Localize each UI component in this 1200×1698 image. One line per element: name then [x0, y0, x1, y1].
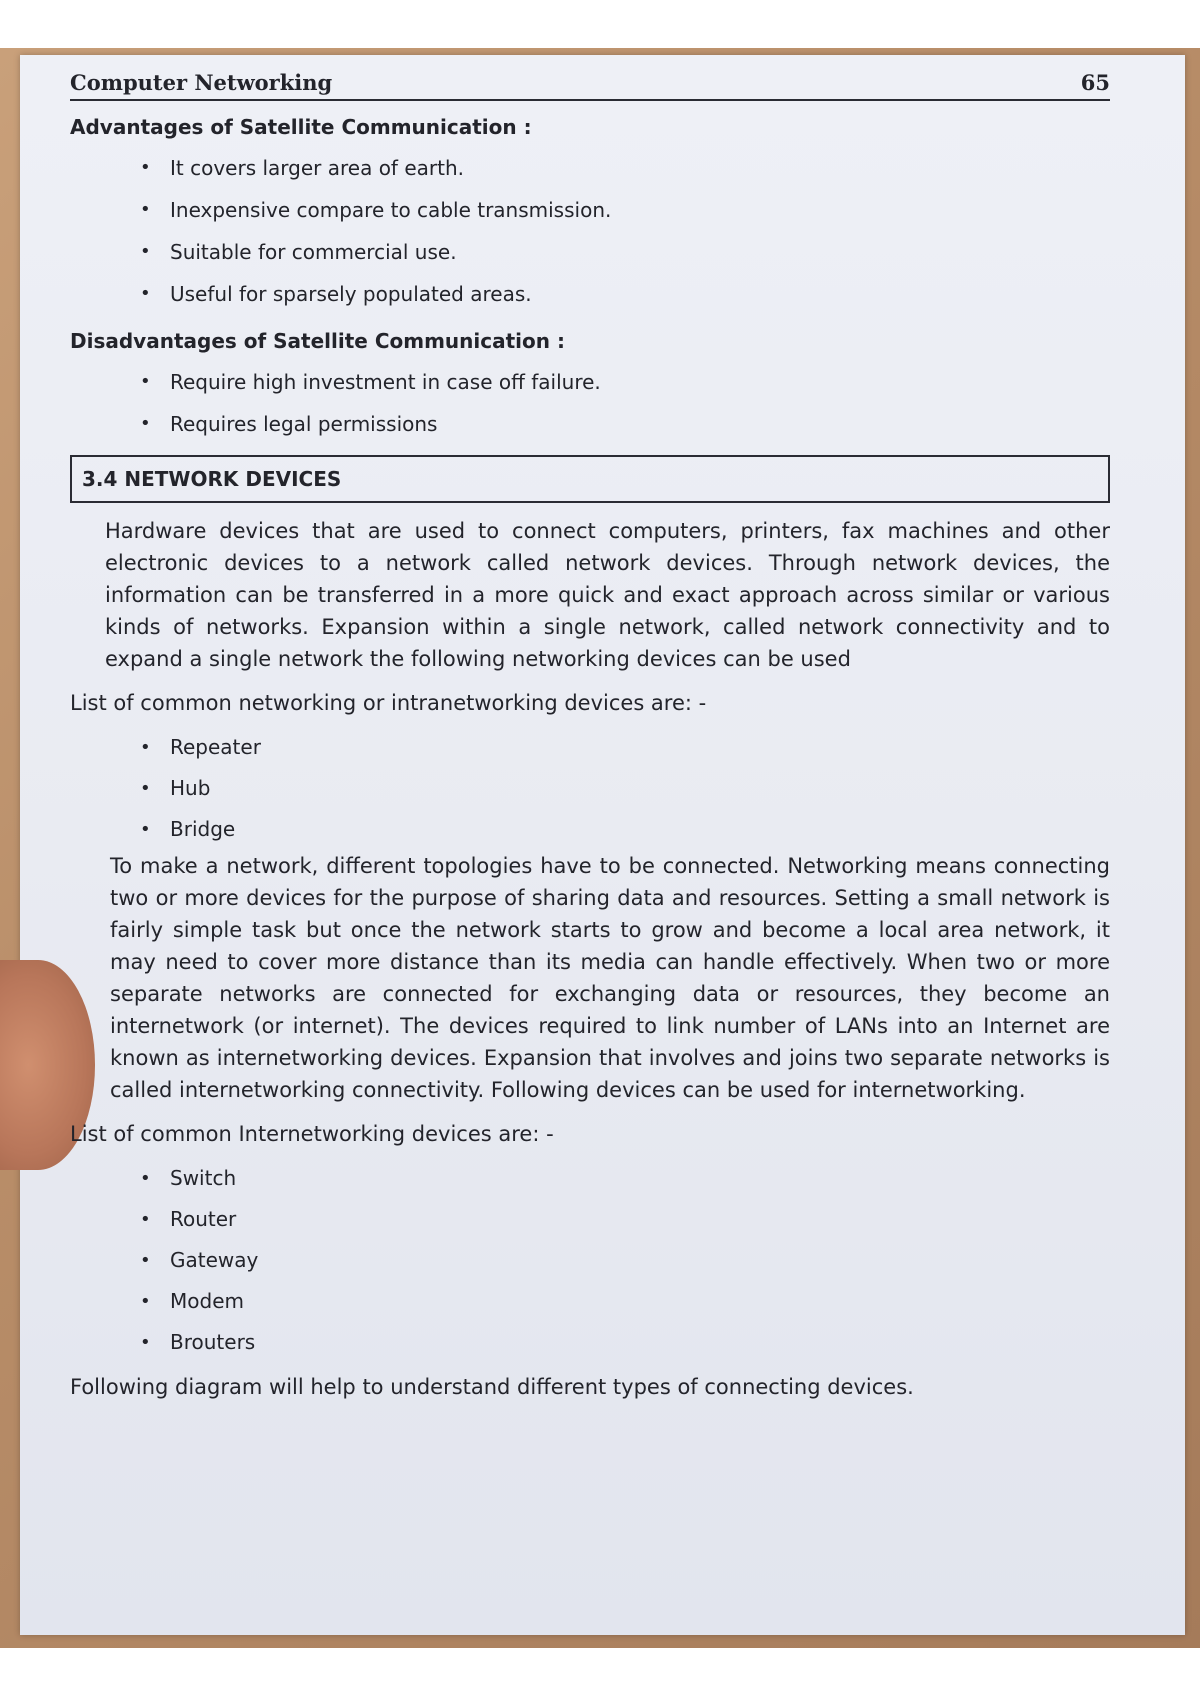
advantages-list [70, 147, 1110, 315]
list-item: • Modem [140, 1281, 1110, 1322]
header-title: Computer Networking [70, 70, 333, 95]
internet-devices-list [70, 1158, 1110, 1363]
topology-paragraph: To make a network, different topologies have to be connected. Networking means connecting two or more devices for the purpose of sharing data and resources. Setting a small network is fairly simple task but once the network starts to grow and become a local area network, it may need to cover more distance than its media can handle effectively. When two or more separate networks are connected for exchanging data or resources, they become an internetwork (or internet). The devices required to link number of LANs into an Internet are known as internetworking devices. Expansion that involves and joins two separate networks is called internetworking connectivity. Following devices can be used for internetworking. [110, 854, 1110, 1102]
bullet-icon: • [140, 1250, 151, 1271]
bullet-icon: • [140, 819, 151, 840]
list-item: • Inexpensive compare to cable transmission. [140, 189, 1110, 231]
bullet-icon: • [140, 1332, 151, 1353]
list-item: • Gateway [140, 1240, 1110, 1281]
running-header [70, 70, 1110, 101]
bullet-icon: • [140, 199, 151, 220]
list-item: • Suitable for commercial use. [140, 231, 1110, 273]
list-item: • Brouters [140, 1322, 1110, 1363]
disadvantages-heading: Disadvantages of Satellite Communication : [70, 329, 565, 353]
bullet-icon: • [140, 371, 151, 392]
list-item: • Useful for sparsely populated areas. [140, 273, 1110, 315]
bullet-icon: • [140, 1209, 151, 1230]
closing-line: Following diagram will help to understand different types of connecting devices. [70, 1375, 914, 1399]
bullet-icon: • [140, 1291, 151, 1312]
list-item: • Hub [140, 768, 1110, 809]
section-title: 3.4 NETWORK DEVICES [82, 467, 342, 491]
page-number: 65 [1080, 70, 1110, 95]
bullet-icon: • [140, 157, 151, 178]
advantages-heading: Advantages of Satellite Communication : [70, 115, 532, 139]
bullet-icon: • [140, 283, 151, 304]
list-item: • Require high investment in case off failure. [140, 361, 1110, 403]
section-title-box [70, 455, 1110, 503]
intranet-devices-list [70, 727, 1110, 850]
bullet-icon: • [140, 241, 151, 262]
bullet-icon: • [140, 1168, 151, 1189]
list-item: • Router [140, 1199, 1110, 1240]
list-item: • Bridge [140, 809, 1110, 850]
list-item: • Requires legal permissions [140, 403, 1110, 445]
intranet-list-heading: List of common networking or intranetworking devices are: - [70, 691, 707, 715]
intro-paragraph: Hardware devices that are used to connect computers, printers, fax machines and other electronic devices to a network called network devices. Through network devices, the information can be transferred in a more quick and exact approach across similar or various kinds of networks. Expansion within a single network, called network connectivity and to expand a single network the following networking devices can be used [105, 519, 1110, 671]
list-item: • Repeater [140, 727, 1110, 768]
page-content [70, 70, 1110, 1411]
bullet-icon: • [140, 737, 151, 758]
disadvantages-list [70, 361, 1110, 445]
bullet-icon: • [140, 413, 151, 434]
list-item: • Switch [140, 1158, 1110, 1199]
bullet-icon: • [140, 778, 151, 799]
list-item: • It covers larger area of earth. [140, 147, 1110, 189]
internet-list-heading: List of common Internetworking devices are: - [70, 1122, 554, 1146]
